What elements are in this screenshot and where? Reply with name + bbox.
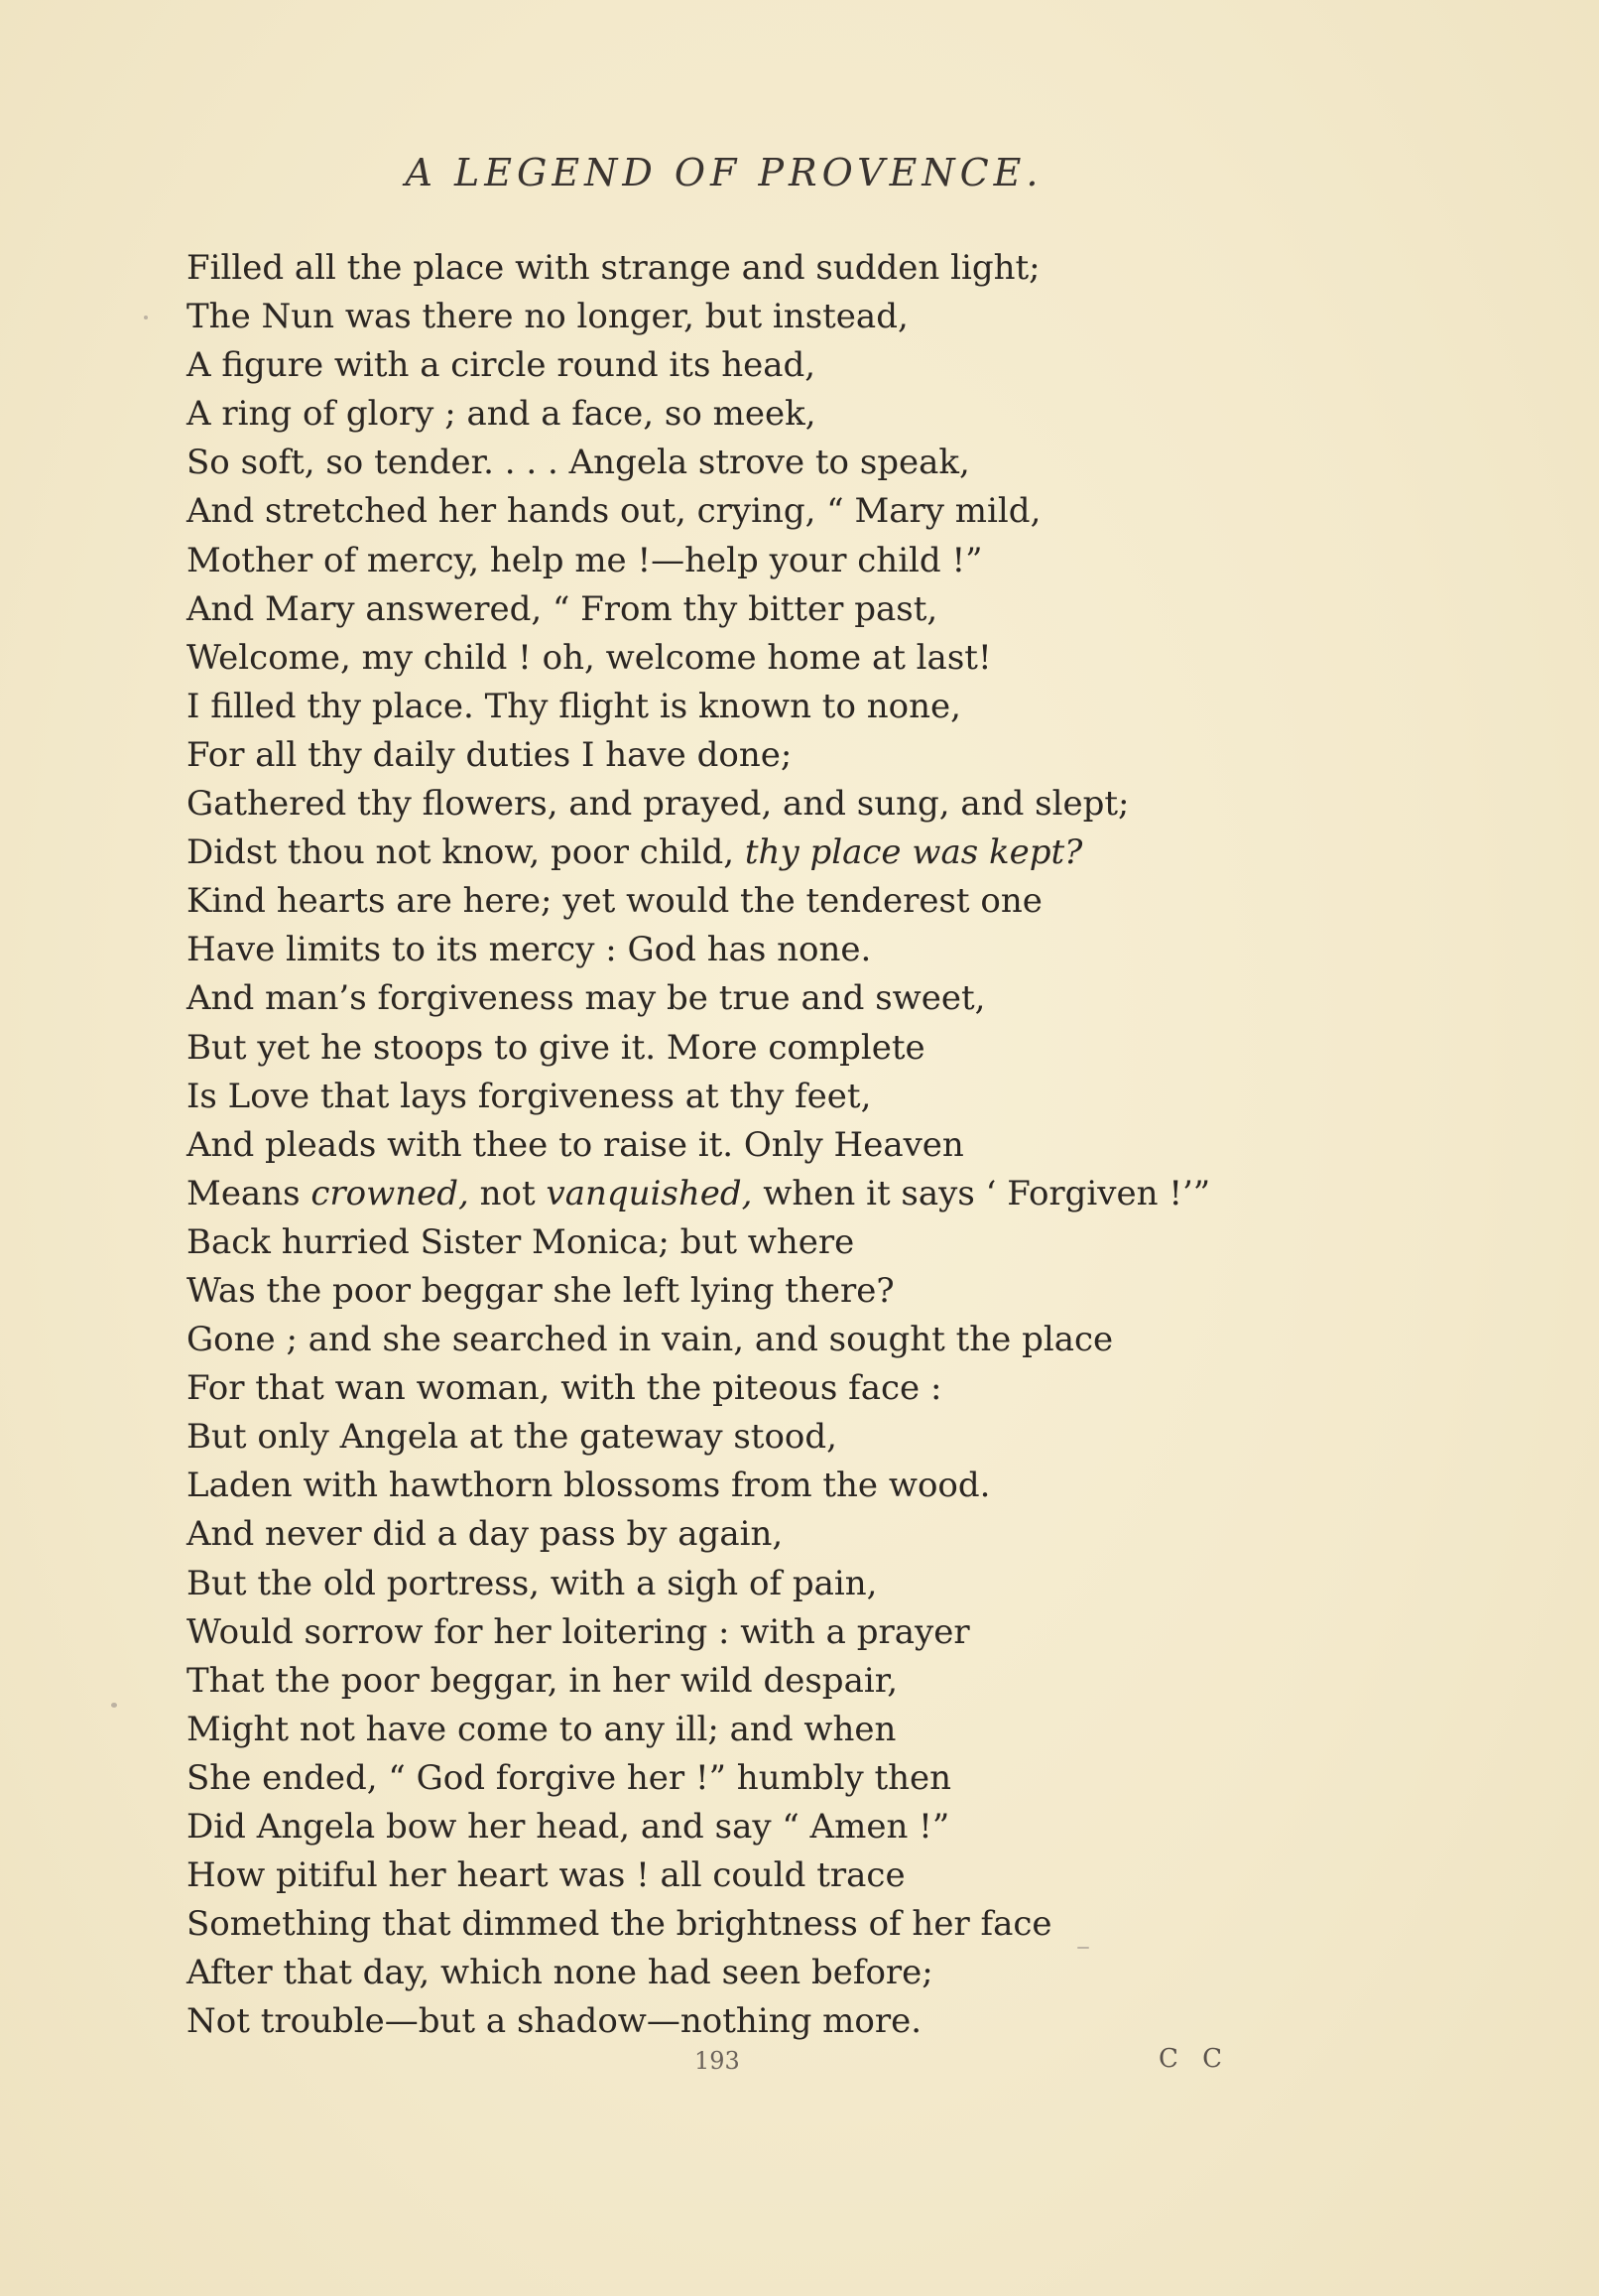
- line-text: For all thy daily duties I have done;: [186, 734, 793, 775]
- poem-line: [186, 585, 1278, 634]
- line-text: Not trouble—but a shadow—nothing more.: [186, 2001, 922, 2042]
- poem-line: [186, 877, 1278, 926]
- running-head: A LEGEND OF PROVENCE.: [405, 151, 1044, 194]
- line-text: Filled all the place with strange and sudden light;: [186, 248, 1041, 288]
- line-text: Mother of mercy, help me !—help your child !”: [186, 540, 983, 580]
- poem-line: [186, 1364, 1278, 1413]
- italic-phrase: vanquished,: [546, 1173, 753, 1213]
- line-text: And stretched her hands out, crying, “ Mary mild,: [186, 491, 1042, 532]
- poem-line: [186, 1073, 1278, 1121]
- italic-phrase: crowned,: [310, 1173, 469, 1213]
- paper-speck: [111, 1703, 117, 1708]
- line-text: After that day, which none had seen before;: [186, 1953, 933, 1993]
- line-text: But yet he stoops to give it. More complete: [186, 1027, 925, 1068]
- line-text: That the poor beggar, in her wild despair,: [186, 1660, 899, 1701]
- poem-line: [186, 1900, 1278, 1949]
- poem-line: [186, 1560, 1278, 1608]
- line-text: Welcome, my child ! oh, welcome home at last!: [186, 637, 992, 678]
- poem-line: [186, 1706, 1278, 1754]
- poem-line: [186, 1851, 1278, 1900]
- paper-speck: [1077, 1947, 1089, 1949]
- line-text: Gone ; and she searched in vain, and sought the place: [186, 1320, 1114, 1360]
- poem-body: [186, 244, 1278, 2046]
- line-text: She ended, “ God forgive her !” humbly then: [186, 1757, 952, 1798]
- line-text: not: [468, 1173, 547, 1213]
- line-text: But only Angela at the gateway stood,: [186, 1417, 837, 1458]
- line-text: The Nun was there no longer, but instead,: [186, 297, 909, 337]
- line-text: And Mary answered, “ From thy bitter past,: [186, 588, 938, 629]
- poem-line: [186, 1754, 1278, 1803]
- line-text: Would sorrow for her loitering : with a prayer: [186, 1611, 970, 1652]
- poem-line: [186, 1170, 1278, 1218]
- line-text: Back hurried Sister Monica; but where: [186, 1221, 855, 1262]
- line-text: Might not have come to any ill; and when: [186, 1709, 897, 1749]
- line-text: Laden with hawthorn blossoms from the wood.: [186, 1466, 991, 1506]
- poem-line: [186, 439, 1278, 487]
- poem-line: [186, 341, 1278, 390]
- poem-line: [186, 731, 1278, 780]
- line-text: How pitiful her heart was ! all could trace: [186, 1855, 906, 1896]
- poem-line: [186, 487, 1278, 536]
- poem-line: [186, 1462, 1278, 1510]
- poem-line: [186, 974, 1278, 1023]
- line-text: Have limits to its mercy : God has none.: [186, 930, 872, 970]
- line-text: Something that dimmed the brightness of her face: [186, 1904, 1052, 1945]
- poem-line: [186, 1267, 1278, 1316]
- line-text: Gathered thy flowers, and prayed, and sung, and slept;: [186, 784, 1130, 825]
- poem-line: [186, 1657, 1278, 1706]
- paper-speck: [144, 316, 148, 319]
- page-number: 193: [694, 2047, 740, 2075]
- line-text: And man’s forgiveness may be true and sweet,: [186, 978, 986, 1019]
- poem-line: [186, 1024, 1278, 1073]
- poem-line: [186, 1413, 1278, 1462]
- line-text: Means: [186, 1173, 311, 1213]
- poem-line: [186, 1218, 1278, 1267]
- poem-line: [186, 244, 1278, 293]
- poem-line: [186, 683, 1278, 731]
- poem-line: [186, 926, 1278, 974]
- poem-line: [186, 293, 1278, 341]
- line-text: I filled thy place. Thy flight is known to none,: [186, 686, 961, 726]
- poem-line: [186, 537, 1278, 585]
- line-text: A ring of glory ; and a face, so meek,: [186, 394, 816, 435]
- poem-line: [186, 1949, 1278, 1997]
- poem-line: [186, 780, 1278, 829]
- poem-line: [186, 1121, 1278, 1170]
- poem-line: [186, 1997, 1278, 2046]
- line-text: Didst thou not know, poor child,: [186, 832, 745, 873]
- line-text: For that wan woman, with the piteous face :: [186, 1368, 942, 1409]
- line-text: And pleads with thee to raise it. Only Heaven: [186, 1124, 964, 1165]
- poem-line: [186, 1316, 1278, 1364]
- line-text: So soft, so tender. . . . Angela strove to speak,: [186, 443, 970, 483]
- line-text: Kind hearts are here; yet would the tenderest one: [186, 881, 1043, 922]
- line-text: But the old portress, with a sigh of pain,: [186, 1563, 878, 1603]
- poem-line: [186, 634, 1278, 683]
- signature-mark: C C: [1159, 2044, 1231, 2074]
- line-text: when it says ‘ Forgiven !’”: [752, 1173, 1211, 1213]
- poem-line: [186, 829, 1278, 877]
- line-text: Was the poor beggar she left lying there?: [186, 1270, 895, 1311]
- italic-phrase: thy place was kept?: [744, 832, 1083, 873]
- line-text: Did Angela bow her head, and say “ Amen !”: [186, 1807, 950, 1847]
- line-text: Is Love that lays forgiveness at thy feet,: [186, 1076, 872, 1116]
- line-text: And never did a day pass by again,: [186, 1514, 784, 1555]
- poem-line: [186, 1803, 1278, 1851]
- poem-line: [186, 1510, 1278, 1559]
- poem-line: [186, 390, 1278, 439]
- poem-line: [186, 1608, 1278, 1657]
- line-text: A figure with a circle round its head,: [186, 345, 816, 386]
